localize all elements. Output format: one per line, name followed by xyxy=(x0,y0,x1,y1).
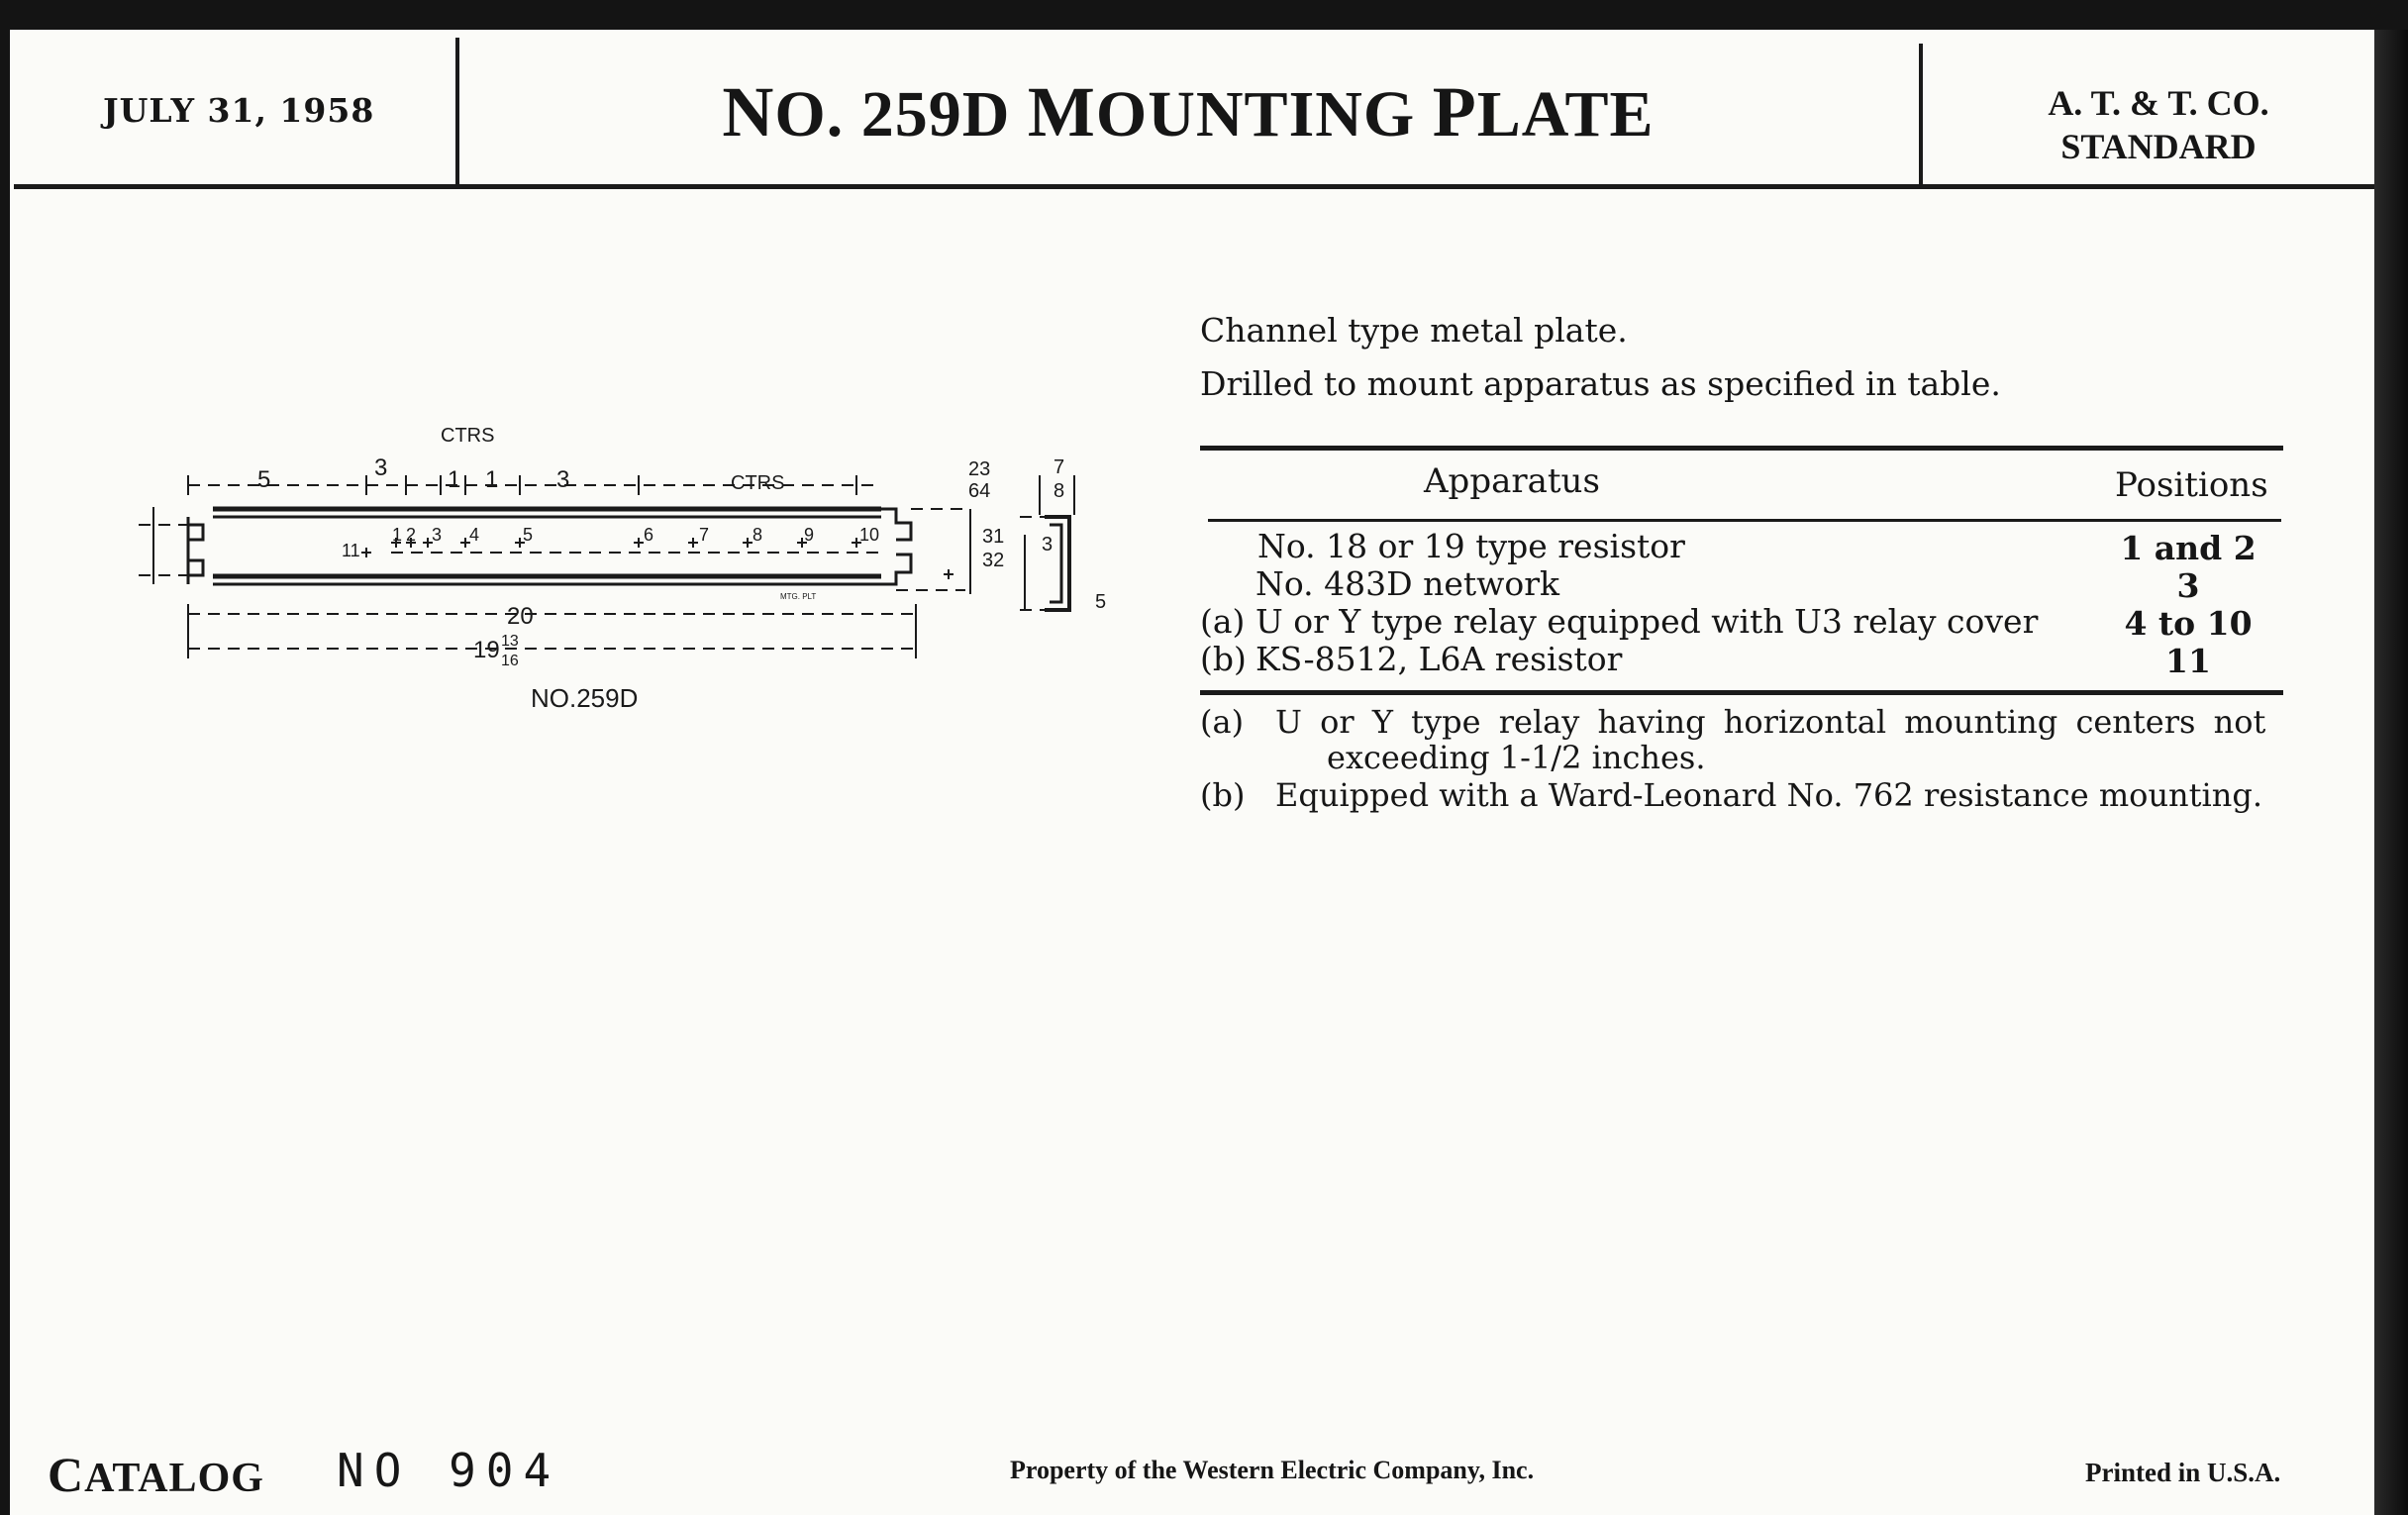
footer-printed: Printed in U.S.A. xyxy=(2085,1458,2281,1487)
dim-19-label: 19 xyxy=(473,637,500,663)
dim-64-label: 64 xyxy=(968,480,991,502)
note-b-label: (b) xyxy=(1200,776,1246,814)
note-b-text: Equipped with a Ward-Leonard No. 762 resistance mounting. xyxy=(1275,776,2263,814)
dim-32-label: 32 xyxy=(982,550,1005,571)
dim-5-label: 5 xyxy=(257,466,271,493)
col-header-apparatus: Apparatus xyxy=(1424,461,1600,501)
footer-catalog-c: C xyxy=(48,1447,85,1502)
table-row-4-prefix: (b) xyxy=(1200,640,1247,678)
description-line1: Channel type metal plate. xyxy=(1200,311,1628,350)
dim-5b-label: 5 xyxy=(1095,591,1107,613)
dim-16-label: 16 xyxy=(501,653,519,669)
dim-3-half-label: 3 xyxy=(556,466,570,493)
footer-catalog-number: NO 904 xyxy=(337,1444,561,1497)
standard-line1: A. T. & T. CO. xyxy=(2048,83,2269,123)
title-o: O xyxy=(774,78,827,151)
table-row-3-positions: 4 to 10 xyxy=(2124,604,2253,643)
dim-3-label: 3 xyxy=(1042,534,1054,556)
dim-3-4-label: 3 xyxy=(374,454,388,481)
hole-label-4: 4 xyxy=(469,525,480,545)
table-row-4-positions: 11 xyxy=(2165,642,2211,680)
dim-7-label: 7 xyxy=(1054,456,1065,478)
title-p: P xyxy=(1432,72,1477,152)
standard-line2: STANDARD xyxy=(2060,127,2257,166)
description-line2: Drilled to mount apparatus as specified in table. xyxy=(1200,364,2001,403)
dim-ctrs-right-label: CTRS xyxy=(731,472,785,494)
table-row-1-apparatus: No. 18 or 19 type resistor xyxy=(1257,527,1685,565)
hole-label-10: 10 xyxy=(859,525,880,545)
hole-label-8: 8 xyxy=(752,525,763,545)
footer-catalog xyxy=(48,1446,264,1503)
dim-13-label: 13 xyxy=(501,633,519,650)
hole-label-1: 1 xyxy=(392,525,403,545)
title-num: . 259D xyxy=(826,78,1028,151)
table-row-2-positions: 3 xyxy=(2176,566,2200,605)
title-m: M xyxy=(1027,72,1096,152)
title-n: N xyxy=(722,72,775,152)
note-a-text1: U or Y type relay having horizontal mounting centers not xyxy=(1275,703,2266,741)
table-row-3-prefix: (a) xyxy=(1200,602,1246,641)
drawing-caption: NO.259D xyxy=(531,683,639,713)
hole-label-3: 3 xyxy=(432,525,443,545)
dim-1-half-label: 1 xyxy=(485,466,499,493)
footer-property: Property of the Western Electric Company, Inc. xyxy=(1010,1456,1535,1484)
title-late: LATE xyxy=(1476,78,1655,151)
hole-label-2: 2 xyxy=(406,525,417,545)
header-date: JULY 31, 1958 xyxy=(103,91,375,130)
hole-label-9: 9 xyxy=(804,525,815,545)
title-ounting: OUNTING xyxy=(1095,78,1433,151)
dim-8-label: 8 xyxy=(1054,480,1065,502)
col-header-positions: Positions xyxy=(2115,465,2268,505)
footer-catalog-rest: ATALOG xyxy=(84,1456,264,1501)
dim-ctrs-top-label: CTRS xyxy=(441,425,495,447)
hole-label-5: 5 xyxy=(523,525,534,545)
dim-1-label: 1 xyxy=(448,466,461,493)
dim-23-label: 23 xyxy=(968,458,991,480)
hole-label-7: 7 xyxy=(699,525,710,545)
mtg-plt-label: MTG. PLT xyxy=(780,592,817,601)
hole-label-11: 11 xyxy=(342,541,360,560)
dim-20-label: 20 xyxy=(507,603,534,630)
note-a-text2: exceeding 1-1/2 inches. xyxy=(1327,739,1706,776)
table-row-2-apparatus: No. 483D network xyxy=(1255,564,1560,603)
table-row-4-apparatus: KS-8512, L6A resistor xyxy=(1255,640,1623,678)
hole-label-6: 6 xyxy=(644,525,654,545)
table-row-1-positions: 1 and 2 xyxy=(2120,529,2257,567)
table-row-3-apparatus: U or Y type relay equipped with U3 relay cover xyxy=(1255,602,2039,641)
note-a-label: (a) xyxy=(1200,703,1245,741)
dim-31-label: 31 xyxy=(982,526,1005,548)
